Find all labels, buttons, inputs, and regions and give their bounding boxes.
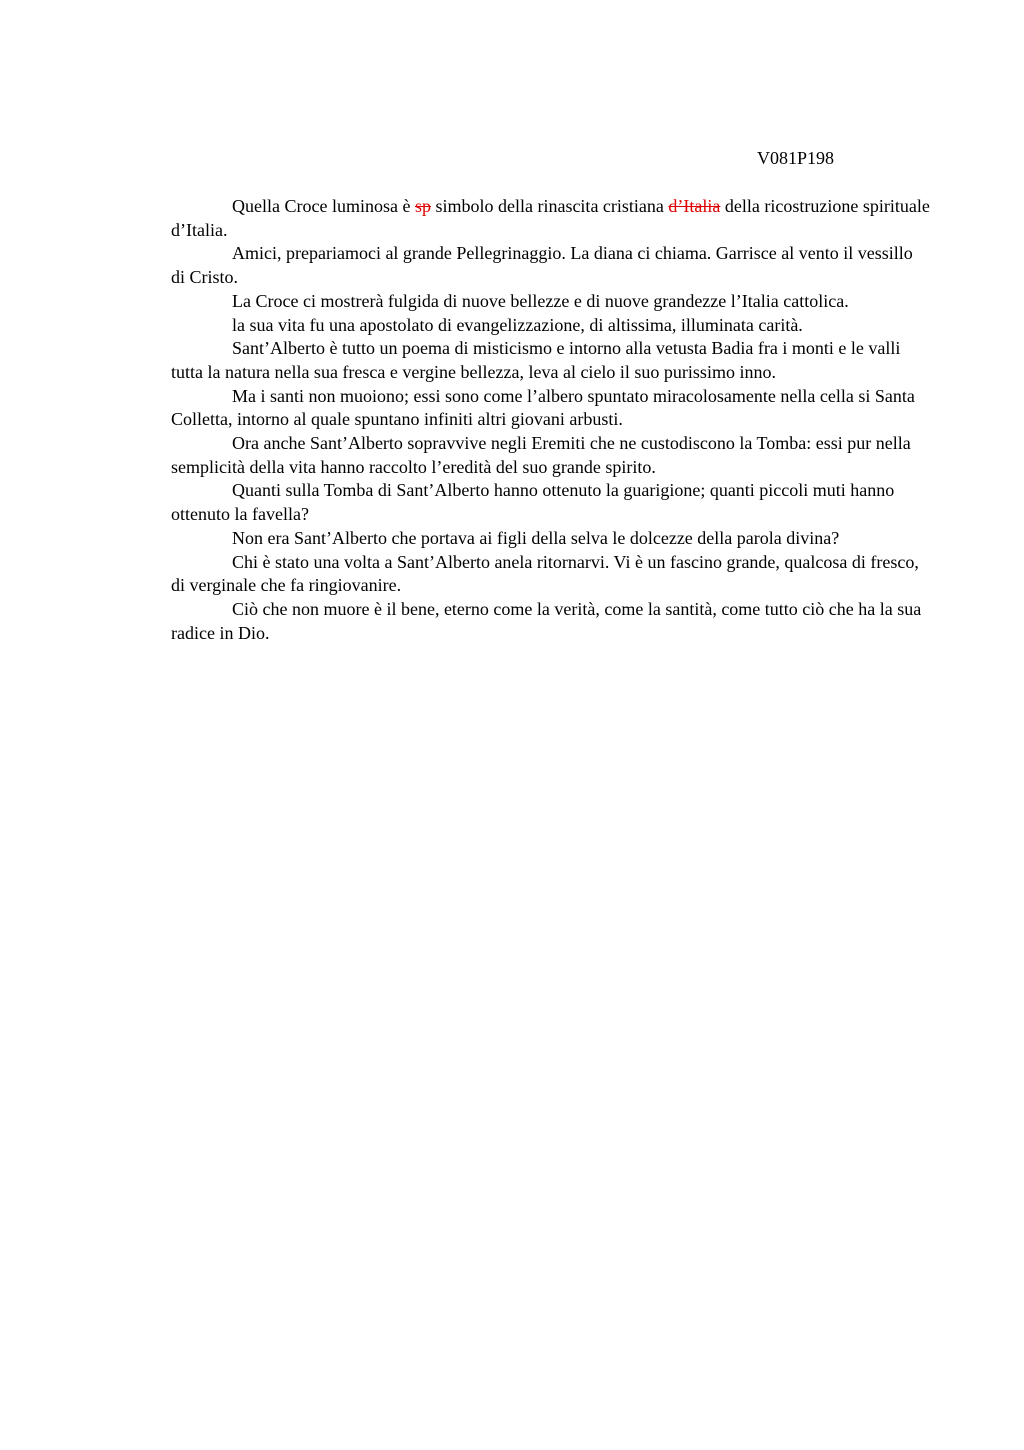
paragraph-8: Quanti sulla Tomba di Sant’Alberto hanno ottenuto la guarigione; quanti piccoli muti hanno ottenuto la favella? <box>171 480 895 525</box>
paragraph-10: Chi è stato una volta a Sant’Alberto anela ritornarvi. Vi è un fascino grande, qualcosa di fresco, di verginale che fa ringiovanire. <box>171 551 919 596</box>
paragraph-7: Ora anche Sant’Alberto sopravvive negli Eremiti che ne custodiscono la Tomba: essi pur nella semplicità della vita hanno raccolto l’eredità del suo grande spirito. <box>171 433 911 477</box>
paragraph-1-text-middle: simbolo della rinascita cristiana <box>430 196 669 216</box>
paragraph-1-text-start: Quella Croce luminosa è <box>232 196 415 216</box>
paragraph-11: Ciò che non muore è il bene, eterno come la verità, come la santità, come tutto ciò che ha la sua radice in Dio. <box>171 598 922 643</box>
page-code: V081P198 <box>757 148 835 168</box>
deleted-text-sp: sp <box>414 196 431 216</box>
paragraph-1 <box>171 195 931 242</box>
paragraph-2: Amici, prepariamoci al grande Pellegrinaggio. La diana ci chiama. Garrisce al vento il vessillo di Cristo. <box>171 243 913 288</box>
document-body <box>171 195 931 645</box>
paragraph-5: Sant’Alberto è tutto un poema di misticismo e intorno alla vetusta Badia fra i monti e le valli tutta la natura nella sua fresca e vergine bellezza, leva al cielo il suo purissimo inno. <box>171 338 901 382</box>
paragraph-3: La Croce ci mostrerà fulgida di nuove bellezze e di nuove grandezze l’Italia cattolica. <box>232 290 849 311</box>
deleted-text-ditalia: d’Italia <box>668 196 721 216</box>
paragraph-4: la sua vita fu una apostolato di evangelizzazione, di altissima, illuminata carità. <box>232 314 803 335</box>
paragraph-9: Non era Sant’Alberto che portava ai figli della selva le dolcezze della parola divina? <box>232 527 840 548</box>
paragraph-6: Ma i santi non muoiono; essi sono come l’albero spuntato miracolosamente nella cella si Santa Colletta, intorno al quale spuntano infiniti altri giovani arbusti. <box>171 385 915 430</box>
paragraph-1-text-end: della ricostruzione spirituale d’Italia. <box>171 196 930 240</box>
